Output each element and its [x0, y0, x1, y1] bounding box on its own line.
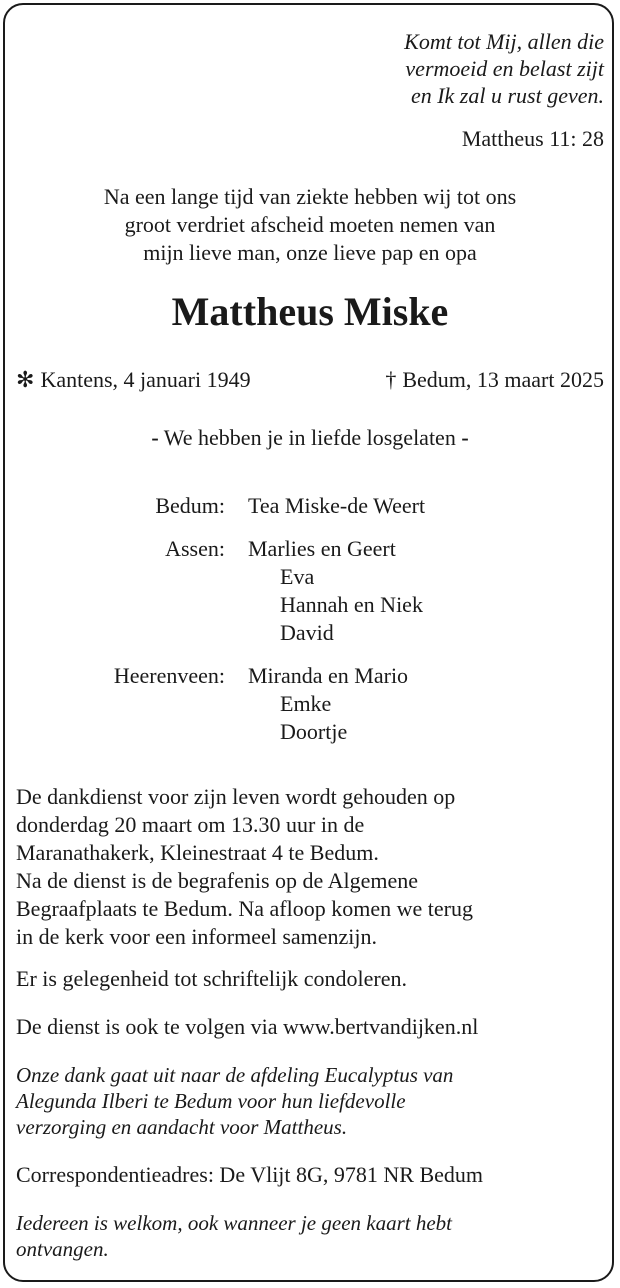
- verse-reference: Mattheus 11: 28: [461, 126, 604, 151]
- birth-star-icon: ✻: [16, 367, 35, 392]
- family-names: Miranda en Mario: [248, 663, 409, 688]
- bible-verse: [304, 28, 604, 109]
- family-names: Marlies en Geert: [248, 536, 396, 561]
- death-text: Bedum, 13 maart 2025: [402, 367, 604, 392]
- thanks-line: Alegunda Ilberi te Bedum voor hun liefdevolle: [16, 1089, 406, 1113]
- family-place: Heerenveen:: [113, 663, 225, 688]
- motto-text: We hebben je in liefde losgelaten: [163, 425, 456, 450]
- death-info: [385, 366, 604, 394]
- intro-line: mijn lieve man, onze lieve pap en opa: [143, 240, 477, 265]
- deceased-name: Mattheus Miske: [171, 289, 449, 334]
- service-line: Na de dienst is de begrafenis op de Algemene: [16, 868, 418, 893]
- grandchild-name: Eva: [280, 564, 315, 589]
- welcome-line: Iedereen is welkom, ook wanneer je geen kaart hebt: [16, 1211, 452, 1235]
- verse-line: vermoeid en belast zijt: [405, 56, 604, 81]
- family-place: Assen:: [165, 536, 225, 561]
- condolence-text: Er is gelegenheid tot schriftelijk condoleren.: [16, 966, 407, 991]
- verse-line: en Ik zal u rust geven.: [410, 83, 604, 108]
- motto: [0, 424, 620, 452]
- intro-line: groot verdriet afscheid moeten nemen van: [124, 212, 496, 237]
- service-line: De dankdienst voor zijn leven wordt gehouden op: [16, 784, 456, 809]
- birth-text: Kantens, 4 januari 1949: [40, 367, 251, 392]
- thanks-text: [16, 1062, 606, 1140]
- welcome-text: [16, 1210, 606, 1262]
- intro-text: [0, 183, 620, 267]
- grandchild-name: Hannah en Niek: [280, 592, 423, 617]
- service-line: Begraafplaats te Bedum. Na afloop komen we terug: [16, 896, 473, 921]
- service-line: in de kerk voor een informeel samenzijn.: [16, 924, 378, 949]
- grandchild-name: David: [280, 620, 334, 645]
- intro-line: Na een lange tijd van ziekte hebben wij tot ons: [103, 184, 517, 209]
- verse-line: Komt tot Mij, allen die: [404, 29, 604, 54]
- motto-dash: -: [461, 425, 469, 450]
- correspondence-address: Correspondentieadres: De Vlijt 8G, 9781 NR Bedum: [16, 1162, 484, 1187]
- livestream-text: De dienst is ook te volgen via www.bertvandijken.nl: [16, 1014, 479, 1039]
- death-cross-icon: †: [385, 367, 397, 392]
- thanks-line: Onze dank gaat uit naar de afdeling Eucalyptus van: [16, 1063, 454, 1087]
- family-names: Tea Miske-de Weert: [248, 493, 426, 518]
- family-place: Bedum:: [155, 493, 225, 518]
- service-line: donderdag 20 maart om 13.30 uur in de: [16, 812, 365, 837]
- grandchild-name: Emke: [280, 691, 332, 716]
- birth-info: [16, 366, 251, 394]
- grandchild-name: Doortje: [280, 719, 348, 744]
- motto-dash: -: [151, 425, 159, 450]
- service-line: Maranathakerk, Kleinestraat 4 te Bedum.: [16, 840, 379, 865]
- welcome-line: ontvangen.: [16, 1237, 109, 1261]
- service-info: [16, 783, 606, 951]
- thanks-line: verzorging en aandacht voor Mattheus.: [16, 1115, 348, 1139]
